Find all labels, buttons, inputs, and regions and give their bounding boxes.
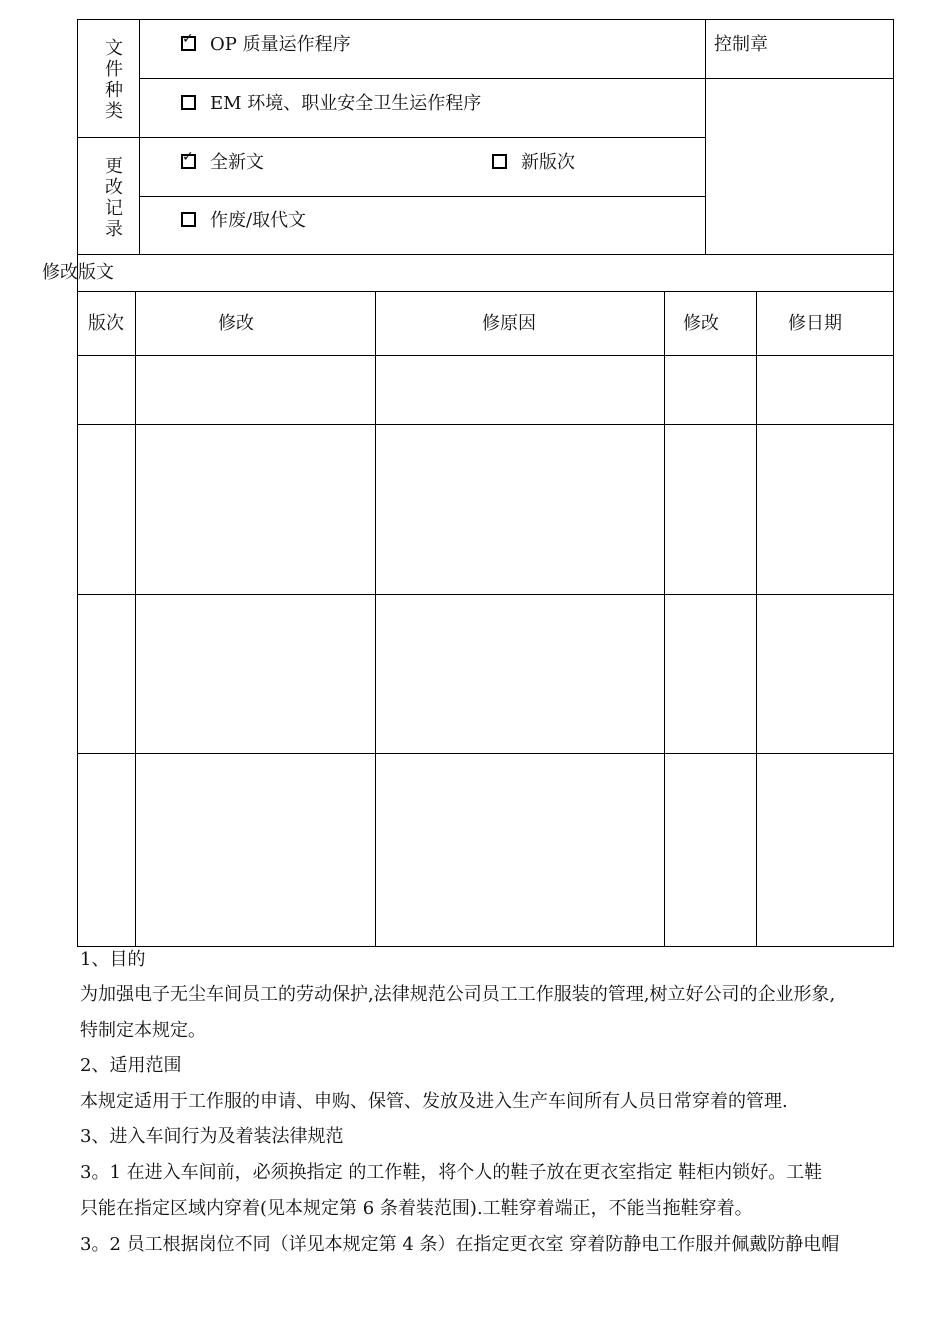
paragraph: 特制定本规定。 <box>80 1020 206 1041</box>
change-option-void[interactable] <box>181 212 306 230</box>
section-heading-purpose: 1、目的 <box>80 949 146 970</box>
section-heading-behavior: 3、进入车间行为及着装法律规范 <box>80 1126 344 1147</box>
doc-type-label: 文件种类 <box>105 38 123 122</box>
change-record-label: 更改记录 <box>105 156 123 240</box>
column-header-editor: 修改 <box>683 313 719 334</box>
doc-type-option-op[interactable] <box>181 36 351 54</box>
table-row <box>78 595 893 753</box>
doc-type-option-em[interactable] <box>181 95 481 113</box>
option-label: EM 环境、职业安全卫生运作程序 <box>210 93 482 114</box>
table-row <box>78 754 893 946</box>
column-header-date: 修日期 <box>788 313 842 334</box>
column-header-content: 修改 <box>218 313 254 334</box>
checked-checkbox-icon[interactable] <box>181 36 196 51</box>
paragraph: 为加强电子无尘车间员工的劳动保护,法律规范公司员工工作服装的管理,树立好公司的企业形象, <box>80 984 836 1005</box>
table-row <box>78 425 893 594</box>
paragraph: 3。2 员工根据岗位不同（详见本规定第 4 条）在指定更衣室 穿着防静电工作服并佩戴防静电帽 <box>80 1234 840 1255</box>
change-option-new-version[interactable] <box>492 154 575 172</box>
column-header-version: 版次 <box>88 313 124 334</box>
paragraph: 本规定适用于工作服的申请、申购、保管、发放及进入生产车间所有人员日常穿着的管理. <box>80 1091 788 1112</box>
option-label: 新版次 <box>521 152 575 173</box>
option-label: 全新文 <box>210 152 264 173</box>
checkbox-icon[interactable] <box>492 154 507 169</box>
checked-checkbox-icon[interactable] <box>181 154 196 169</box>
paragraph: 只能在指定区域内穿着(见本规定第 6 条着装范围).工鞋穿着端正，不能当拖鞋穿着。 <box>80 1198 753 1219</box>
checkbox-icon[interactable] <box>181 95 196 110</box>
revision-section-label: 修改版文 <box>42 262 114 283</box>
section-heading-scope: 2、适用范围 <box>80 1055 182 1076</box>
change-option-new-doc[interactable] <box>181 154 264 172</box>
paragraph: 3。1 在进入车间前，必须换指定 的工作鞋，将个人的鞋子放在更衣室指定 鞋柜内锁好。工鞋 <box>80 1162 823 1183</box>
table-row <box>78 356 893 424</box>
control-stamp-label: 控制章 <box>714 34 768 55</box>
option-label: 作废/取代文 <box>210 210 307 231</box>
option-label: OP 质量运作程序 <box>210 34 351 55</box>
column-header-reason: 修原因 <box>482 313 536 334</box>
checkbox-icon[interactable] <box>181 212 196 227</box>
